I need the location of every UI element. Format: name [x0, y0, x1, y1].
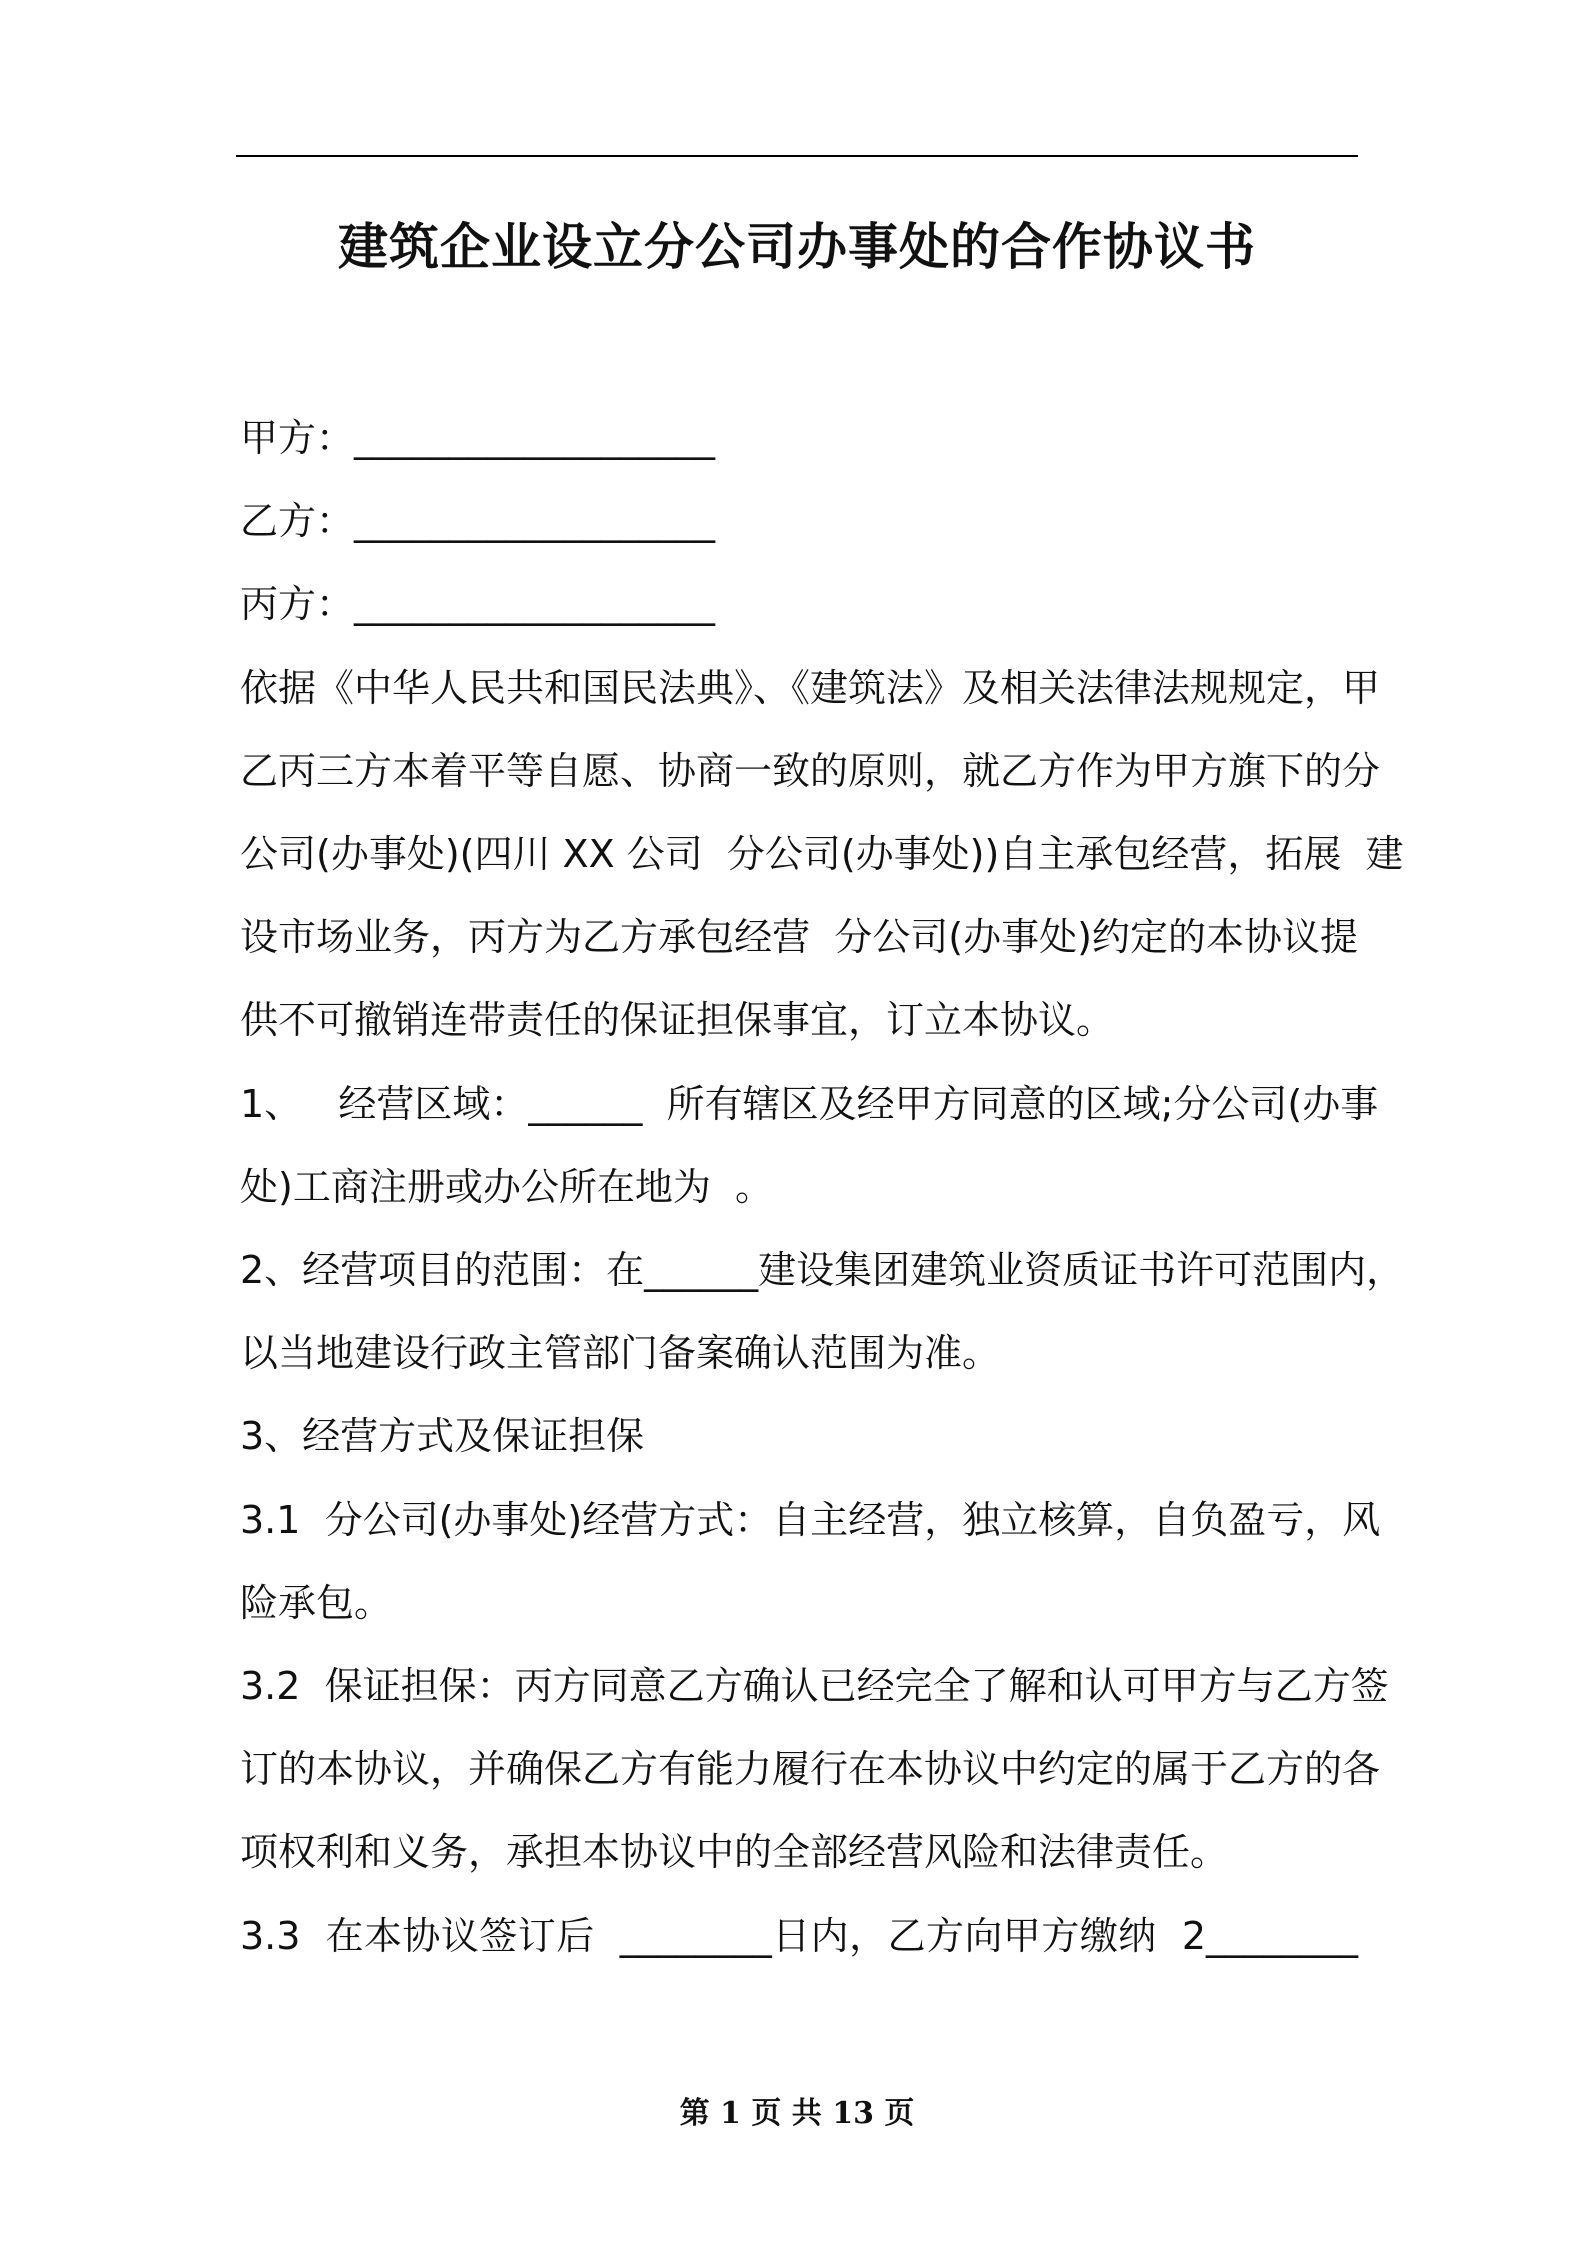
party-b-line: 乙方：___________________	[240, 499, 716, 543]
clause-3-heading: 3、经营方式及保证担保	[240, 1414, 645, 1458]
clause-3-3-line: 3.3 在本协议签订后 ________日内，乙方向甲方缴纳 2________	[240, 1914, 1358, 1958]
clause-3-2-line: 项权利和义务，承担本协议中的全部经营风险和法律责任。	[240, 1830, 1229, 1874]
clause-3-1-line: 3.1 分公司(办事处)经营方式：自主经营，独立核算，自负盈亏，风	[240, 1498, 1381, 1542]
party-a-line: 甲方：___________________	[240, 416, 716, 460]
document-title: 建筑企业设立分公司办事处的合作协议书	[338, 217, 1256, 276]
body-line: 依据《中华人民共和国民法典》、《建筑法》及相关法律法规规定，甲	[240, 666, 1381, 710]
body-line: 公司(办事处)(四川 XX 公司 分公司(办事处))自主承包经营，拓展 建	[240, 832, 1404, 876]
body-line: 供不可撤销连带责任的保证担保事宜，订立本协议。	[240, 998, 1115, 1042]
clause-3-2-line: 3.2 保证担保：丙方同意乙方确认已经完全了解和认可甲方与乙方签	[240, 1664, 1389, 1708]
clause-1-line: 处)工商注册或办公所在地为 。	[240, 1165, 773, 1209]
clause-2-line: 2、经营项目的范围：在______建设集团建筑业资质证书许可范围内，	[240, 1248, 1405, 1292]
body-line: 乙丙三方本着平等自愿、协商一致的原则，就乙方作为甲方旗下的分	[240, 749, 1381, 793]
header-rule	[236, 155, 1358, 157]
page-number: 第 1 页 共 13 页	[679, 2096, 915, 2131]
clause-1-line: 1、 经营区域：______ 所有辖区及经甲方同意的区域;分公司(办事	[240, 1082, 1379, 1126]
party-c-line: 丙方：___________________	[240, 582, 716, 626]
clause-3-1-line: 险承包。	[240, 1581, 393, 1625]
clause-3-2-line: 订的本协议，并确保乙方有能力履行在本协议中约定的属于乙方的各	[240, 1747, 1381, 1791]
body-line: 设市场业务，丙方为乙方承包经营 分公司(办事处)约定的本协议提	[240, 915, 1358, 959]
clause-2-line: 以当地建设行政主管部门备案确认范围为准。	[240, 1331, 1001, 1375]
